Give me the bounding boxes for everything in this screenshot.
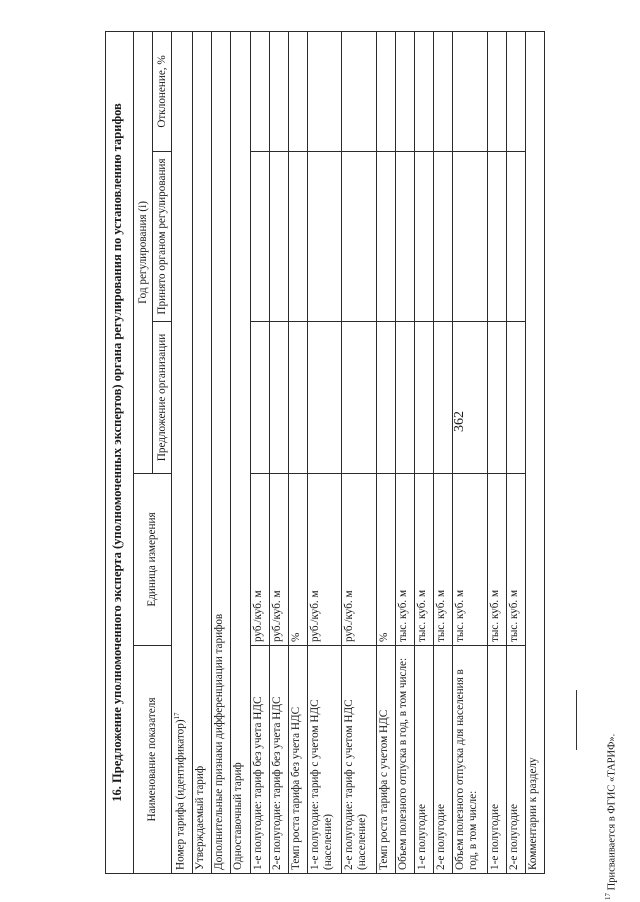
row-unit: тыс. куб. м bbox=[434, 474, 453, 646]
deviation-value bbox=[414, 31, 433, 151]
deviation-value bbox=[506, 31, 525, 151]
page-number: 362 bbox=[452, 411, 467, 432]
accepted-value bbox=[395, 152, 414, 322]
accepted-value bbox=[453, 152, 488, 322]
proposal-value bbox=[434, 322, 453, 474]
row-unit: руб./куб. м bbox=[269, 474, 288, 646]
footnote bbox=[604, 734, 618, 900]
accepted-value bbox=[414, 152, 433, 322]
table-row bbox=[342, 31, 377, 873]
row-label: Объем полезного отпуска для населения в год, в том числе: bbox=[453, 646, 488, 874]
proposal-value bbox=[506, 322, 525, 474]
proposal-value bbox=[376, 322, 395, 474]
row-label: 1-е полугодие bbox=[487, 646, 506, 874]
table-row bbox=[506, 31, 525, 873]
tariff-number-cell bbox=[172, 31, 193, 873]
header-proposal: Предложение организации bbox=[153, 322, 172, 474]
row-label: 2-е полугодие bbox=[434, 646, 453, 874]
footnote-divider bbox=[576, 690, 577, 750]
proposal-value bbox=[414, 322, 433, 474]
proposal-value bbox=[307, 322, 342, 474]
row-unit: % bbox=[376, 474, 395, 646]
row-label: Темп роста тарифа без учета НДС bbox=[288, 646, 307, 874]
row-unit: тыс. куб. м bbox=[395, 474, 414, 646]
accepted-value bbox=[434, 152, 453, 322]
row-unit: тыс. куб. м bbox=[487, 474, 506, 646]
table-row bbox=[395, 31, 414, 873]
row-label: 1-е полугодие bbox=[414, 646, 433, 874]
proposal-value bbox=[288, 322, 307, 474]
rotated-table-container bbox=[105, 32, 545, 874]
deviation-value bbox=[288, 31, 307, 151]
footnote-text: Присваивается в ФГИС «ТАРИФ». bbox=[606, 733, 618, 893]
deviation-value bbox=[434, 31, 453, 151]
expert-proposal-table bbox=[105, 31, 545, 874]
header-row-1 bbox=[134, 31, 153, 873]
proposal-value bbox=[487, 322, 506, 474]
footnote-mark: 17 bbox=[604, 893, 612, 900]
deviation-value bbox=[487, 31, 506, 151]
section-title: 16. Предложение уполномоченного эксперта (уполномоченных экспертов) органа регулирования по установлению тарифов bbox=[106, 31, 134, 873]
row-label: 1-е полугодие: тариф без учета НДС bbox=[250, 646, 269, 874]
header-unit: Единица измерения bbox=[134, 474, 172, 646]
table-row bbox=[307, 31, 342, 873]
tariff-number-label: Номер тарифа (идентификатор) bbox=[174, 719, 187, 870]
deviation-value bbox=[342, 31, 377, 151]
accepted-value bbox=[506, 152, 525, 322]
row-label: Объем полезного отпуска в год, в том числе: bbox=[395, 646, 414, 874]
header-accepted: Принято органом регулирования bbox=[153, 152, 172, 322]
deviation-value bbox=[376, 31, 395, 151]
accepted-value bbox=[288, 152, 307, 322]
accepted-value bbox=[376, 152, 395, 322]
accepted-value bbox=[342, 152, 377, 322]
header-year: Год регулирования (i) bbox=[134, 31, 153, 473]
proposal-value bbox=[395, 322, 414, 474]
row-unit: руб./куб. м bbox=[250, 474, 269, 646]
table-row bbox=[487, 31, 506, 873]
row-unit: руб./куб. м bbox=[342, 474, 377, 646]
header-deviation: Отклонение, % bbox=[153, 31, 172, 151]
accepted-value bbox=[250, 152, 269, 322]
accepted-value bbox=[487, 152, 506, 322]
row-single-tariff bbox=[231, 31, 250, 873]
table-row bbox=[269, 31, 288, 873]
row-label: 2-е полугодие bbox=[506, 646, 525, 874]
deviation-value bbox=[395, 31, 414, 151]
row-unit: тыс. куб. м bbox=[453, 474, 488, 646]
table-row bbox=[453, 31, 488, 873]
proposal-value bbox=[342, 322, 377, 474]
table-row bbox=[414, 31, 433, 873]
accepted-value bbox=[307, 152, 342, 322]
header-indicator: Наименование показателя bbox=[134, 646, 172, 874]
single-tariff-label: Одноставочный тариф bbox=[231, 31, 250, 873]
row-differentiation bbox=[212, 31, 231, 873]
differentiation-label: Дополнительные признаки дифференциации тарифов bbox=[212, 31, 231, 873]
proposal-value bbox=[453, 322, 488, 474]
row-label: 1-е полугодие: тариф с учетом НДС (население) bbox=[307, 646, 342, 874]
table-row bbox=[250, 31, 269, 873]
row-unit: руб./куб. м bbox=[307, 474, 342, 646]
deviation-value bbox=[269, 31, 288, 151]
row-unit: тыс. куб. м bbox=[506, 474, 525, 646]
approved-tariff-label: Утверждаемый тариф bbox=[193, 31, 212, 873]
footnote-ref: 17 bbox=[173, 712, 182, 720]
row-label: 2-е полугодие: тариф без учета НДС bbox=[269, 646, 288, 874]
row-tariff-number bbox=[172, 31, 193, 873]
proposal-value bbox=[269, 322, 288, 474]
comments-label: Комментарии к разделу bbox=[525, 31, 544, 873]
deviation-value bbox=[307, 31, 342, 151]
table-row bbox=[288, 31, 307, 873]
deviation-value bbox=[250, 31, 269, 151]
proposal-value bbox=[250, 322, 269, 474]
row-label: Темп роста тарифа с учетом НДС bbox=[376, 646, 395, 874]
data-rows bbox=[250, 31, 525, 873]
accepted-value bbox=[269, 152, 288, 322]
table-title-row bbox=[106, 31, 134, 873]
row-approved-tariff bbox=[193, 31, 212, 873]
row-comments bbox=[525, 31, 544, 873]
row-unit: % bbox=[288, 474, 307, 646]
row-unit: тыс. куб. м bbox=[414, 474, 433, 646]
table-row bbox=[434, 31, 453, 873]
table-row bbox=[376, 31, 395, 873]
deviation-value bbox=[453, 31, 488, 151]
row-label: 2-е полугодие: тариф с учетом НДС (население) bbox=[342, 646, 377, 874]
